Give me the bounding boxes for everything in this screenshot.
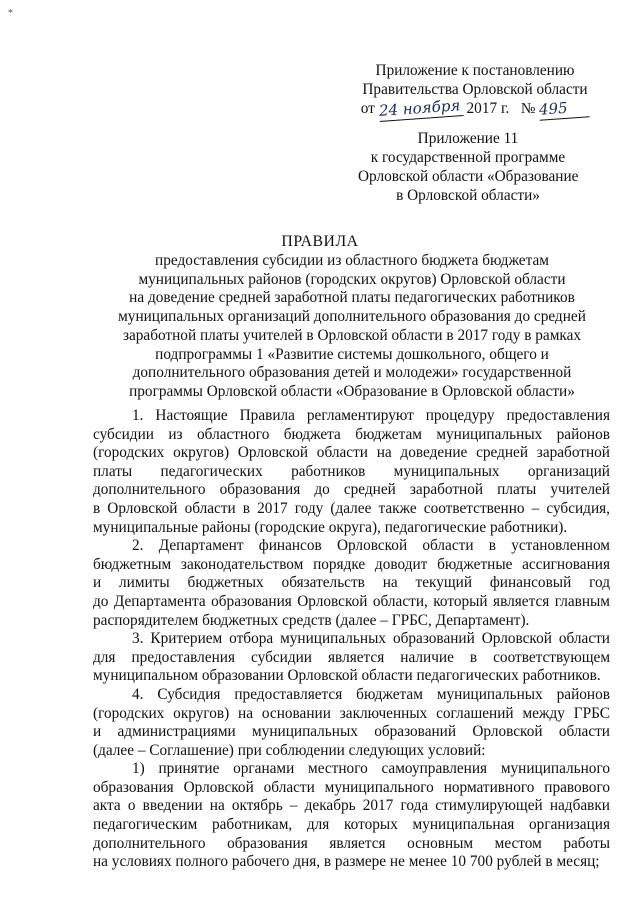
body-line: дополнительного образования до средней заработной платы учителей xyxy=(93,481,610,499)
title-desc-line: муниципальных организаций дополнительного образования до средней xyxy=(118,308,586,326)
header-date-line xyxy=(340,96,610,120)
body-line: акта о введении на октябрь – декабрь 2017 года стимулирующей надбавки xyxy=(93,797,610,815)
body-line: (городских округов) на основании заключенных соглашений между ГРБС xyxy=(93,704,610,722)
corner-mark: * xyxy=(8,8,13,19)
handwritten-number: 495 xyxy=(539,97,590,120)
year-text: 2017 г. xyxy=(466,100,510,117)
document-body xyxy=(93,407,610,872)
appendix-line-2: к государственной программе xyxy=(370,149,566,166)
title-desc-line: программы Орловской области «Образование в Орловской области» xyxy=(129,382,575,400)
body-line: муниципальном образовании Орловской области педагогических работников. xyxy=(93,667,601,685)
paragraph-1 xyxy=(93,407,610,537)
body-line: и лимиты бюджетных обязательств на текущий финансовый год xyxy=(93,574,610,592)
number-sign: № xyxy=(520,100,536,117)
body-line: образования Орловской области муниципального нормативного правового xyxy=(93,778,610,796)
body-line: (далее – Соглашение) при соблюдении следующих условий: xyxy=(93,741,486,759)
body-line: для предоставления субсидии является наличие в соответствующем xyxy=(93,648,610,666)
paragraph-4-1 xyxy=(93,760,610,872)
document-title: ПРАВИЛА xyxy=(281,233,359,250)
paragraph-3 xyxy=(93,630,610,686)
title-desc-line: муниципальных районов (городских округов) Орловской области xyxy=(138,270,566,288)
body-line: 1. Настоящие Правила регламентируют процедуру предоставления xyxy=(132,407,610,424)
title-desc-line: подпрограммы 1 «Развитие системы дошкольного, общего и xyxy=(155,345,549,363)
body-line: 3. Критерием отбора муниципальных образований Орловской области xyxy=(132,630,610,648)
body-line: бюджетным законодательством порядке доводит бюджетные ассигнования xyxy=(93,555,610,573)
appendix-header xyxy=(358,129,578,205)
body-line: 1) принятие органами местного самоуправления муниципального xyxy=(132,760,610,778)
title-desc-line: заработной платы учителей в Орловской области в 2017 году в рамках xyxy=(122,326,582,344)
body-line: 4. Субсидия предоставляется бюджетам муниципальных районов xyxy=(132,685,610,703)
title-description xyxy=(92,252,612,402)
body-line: 2. Департамент финансов Орловской области в установленном xyxy=(132,537,610,555)
paragraph-2 xyxy=(93,537,610,630)
appendix-line-4: в Орловской области» xyxy=(396,187,540,204)
resolution-header xyxy=(340,61,610,119)
body-line: в Орловской области в 2017 году (далее также соответственно – субсидия, xyxy=(93,499,610,517)
title-desc-line: предоставления субсидии из областного бюджета бюджетам xyxy=(155,252,549,269)
paragraph-4 xyxy=(93,686,610,760)
appendix-line-3: Орловской области «Образование xyxy=(358,168,579,185)
body-line: (городских округов) Орловской области на доведение средней заработной xyxy=(93,444,610,462)
body-line: субсидии из областного бюджета бюджетам муниципальных районов xyxy=(93,425,610,443)
body-line: распорядителем бюджетных средств (далее – ГРБС, Департамент). xyxy=(93,611,530,629)
body-line: и администрациями муниципальных образований Орловской области xyxy=(93,723,610,741)
body-line: дополнительного образования является основным местом работы xyxy=(93,834,610,852)
date-prefix: от xyxy=(360,100,375,117)
body-line: платы педагогических работников муниципальных организаций xyxy=(93,462,610,480)
body-line: муниципальные районы (городские округа), педагогические работники). xyxy=(93,518,568,536)
header-line-2: Правительства Орловской области xyxy=(362,81,588,98)
body-line: на условиях полного рабочего дня, в размере не менее 10 700 рублей в месяц; xyxy=(93,853,600,871)
handwritten-date: 24 ноября xyxy=(378,96,463,122)
body-line: до Департамента образования Орловской области, который является главным xyxy=(93,592,610,610)
appendix-line-1: Приложение 11 xyxy=(417,130,519,147)
body-line: педагогическим работникам, для которых муниципальная организация xyxy=(93,816,610,834)
header-line-1: Приложение к постановлению xyxy=(375,62,575,79)
title-desc-line: дополнительного образования детей и молодежи» государственной xyxy=(132,364,572,382)
title-desc-line: на доведение средней заработной платы педагогических работников xyxy=(129,289,575,307)
